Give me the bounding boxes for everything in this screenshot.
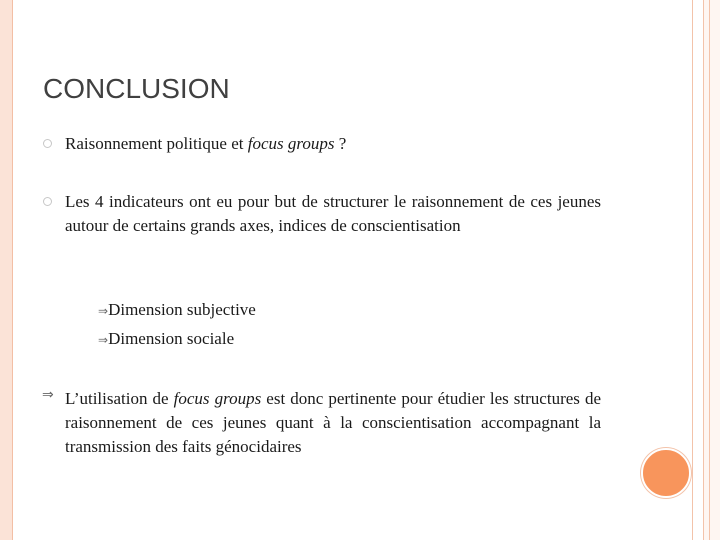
arrow-bullet-icon: ⇒ xyxy=(98,304,109,318)
left-decorative-border xyxy=(0,0,12,540)
bullet-text-part: ? xyxy=(334,134,347,153)
bullet-text-part: Raisonnement politique et xyxy=(65,134,248,153)
bullet-text: Les 4 indicateurs ont eu pour but de structurer le raisonnement de ces jeunes autour de certains grands axes, indices de conscientisation xyxy=(65,192,601,235)
left-border-line xyxy=(12,0,13,540)
sub-item xyxy=(98,298,256,323)
bullet-text-italic: focus groups xyxy=(247,134,335,153)
bullet-text-part: est donc pertinente pour étudier les structures de raisonnement de ces jeunes quant à la conscientisation accompagnant la transmission des faits génocidaires xyxy=(65,389,601,456)
bullet-item xyxy=(42,387,642,459)
right-decorative-band xyxy=(703,0,720,540)
bullet-item xyxy=(42,132,642,156)
bullet-text xyxy=(65,132,601,156)
arrow-bullet-icon: ⇒ xyxy=(42,387,54,403)
right-decorative-line xyxy=(709,0,710,540)
slide-title: CONCLUSION xyxy=(43,73,230,104)
circle-bullet-icon xyxy=(43,139,52,148)
sub-item xyxy=(98,327,234,352)
bullet-text xyxy=(65,387,601,459)
sub-item-label: Dimension sociale xyxy=(108,329,235,348)
bullet-text-italic: focus groups xyxy=(173,389,262,408)
bullet-text-part: L’utilisation de xyxy=(65,389,174,408)
orange-circle-decoration xyxy=(641,448,691,498)
circle-bullet-icon xyxy=(43,197,52,206)
sub-item-label: Dimension subjective xyxy=(108,300,256,319)
right-decorative-line xyxy=(692,0,693,540)
right-decorative-line xyxy=(703,0,704,540)
arrow-bullet-icon: ⇒ xyxy=(98,333,109,347)
bullet-item xyxy=(42,190,642,238)
